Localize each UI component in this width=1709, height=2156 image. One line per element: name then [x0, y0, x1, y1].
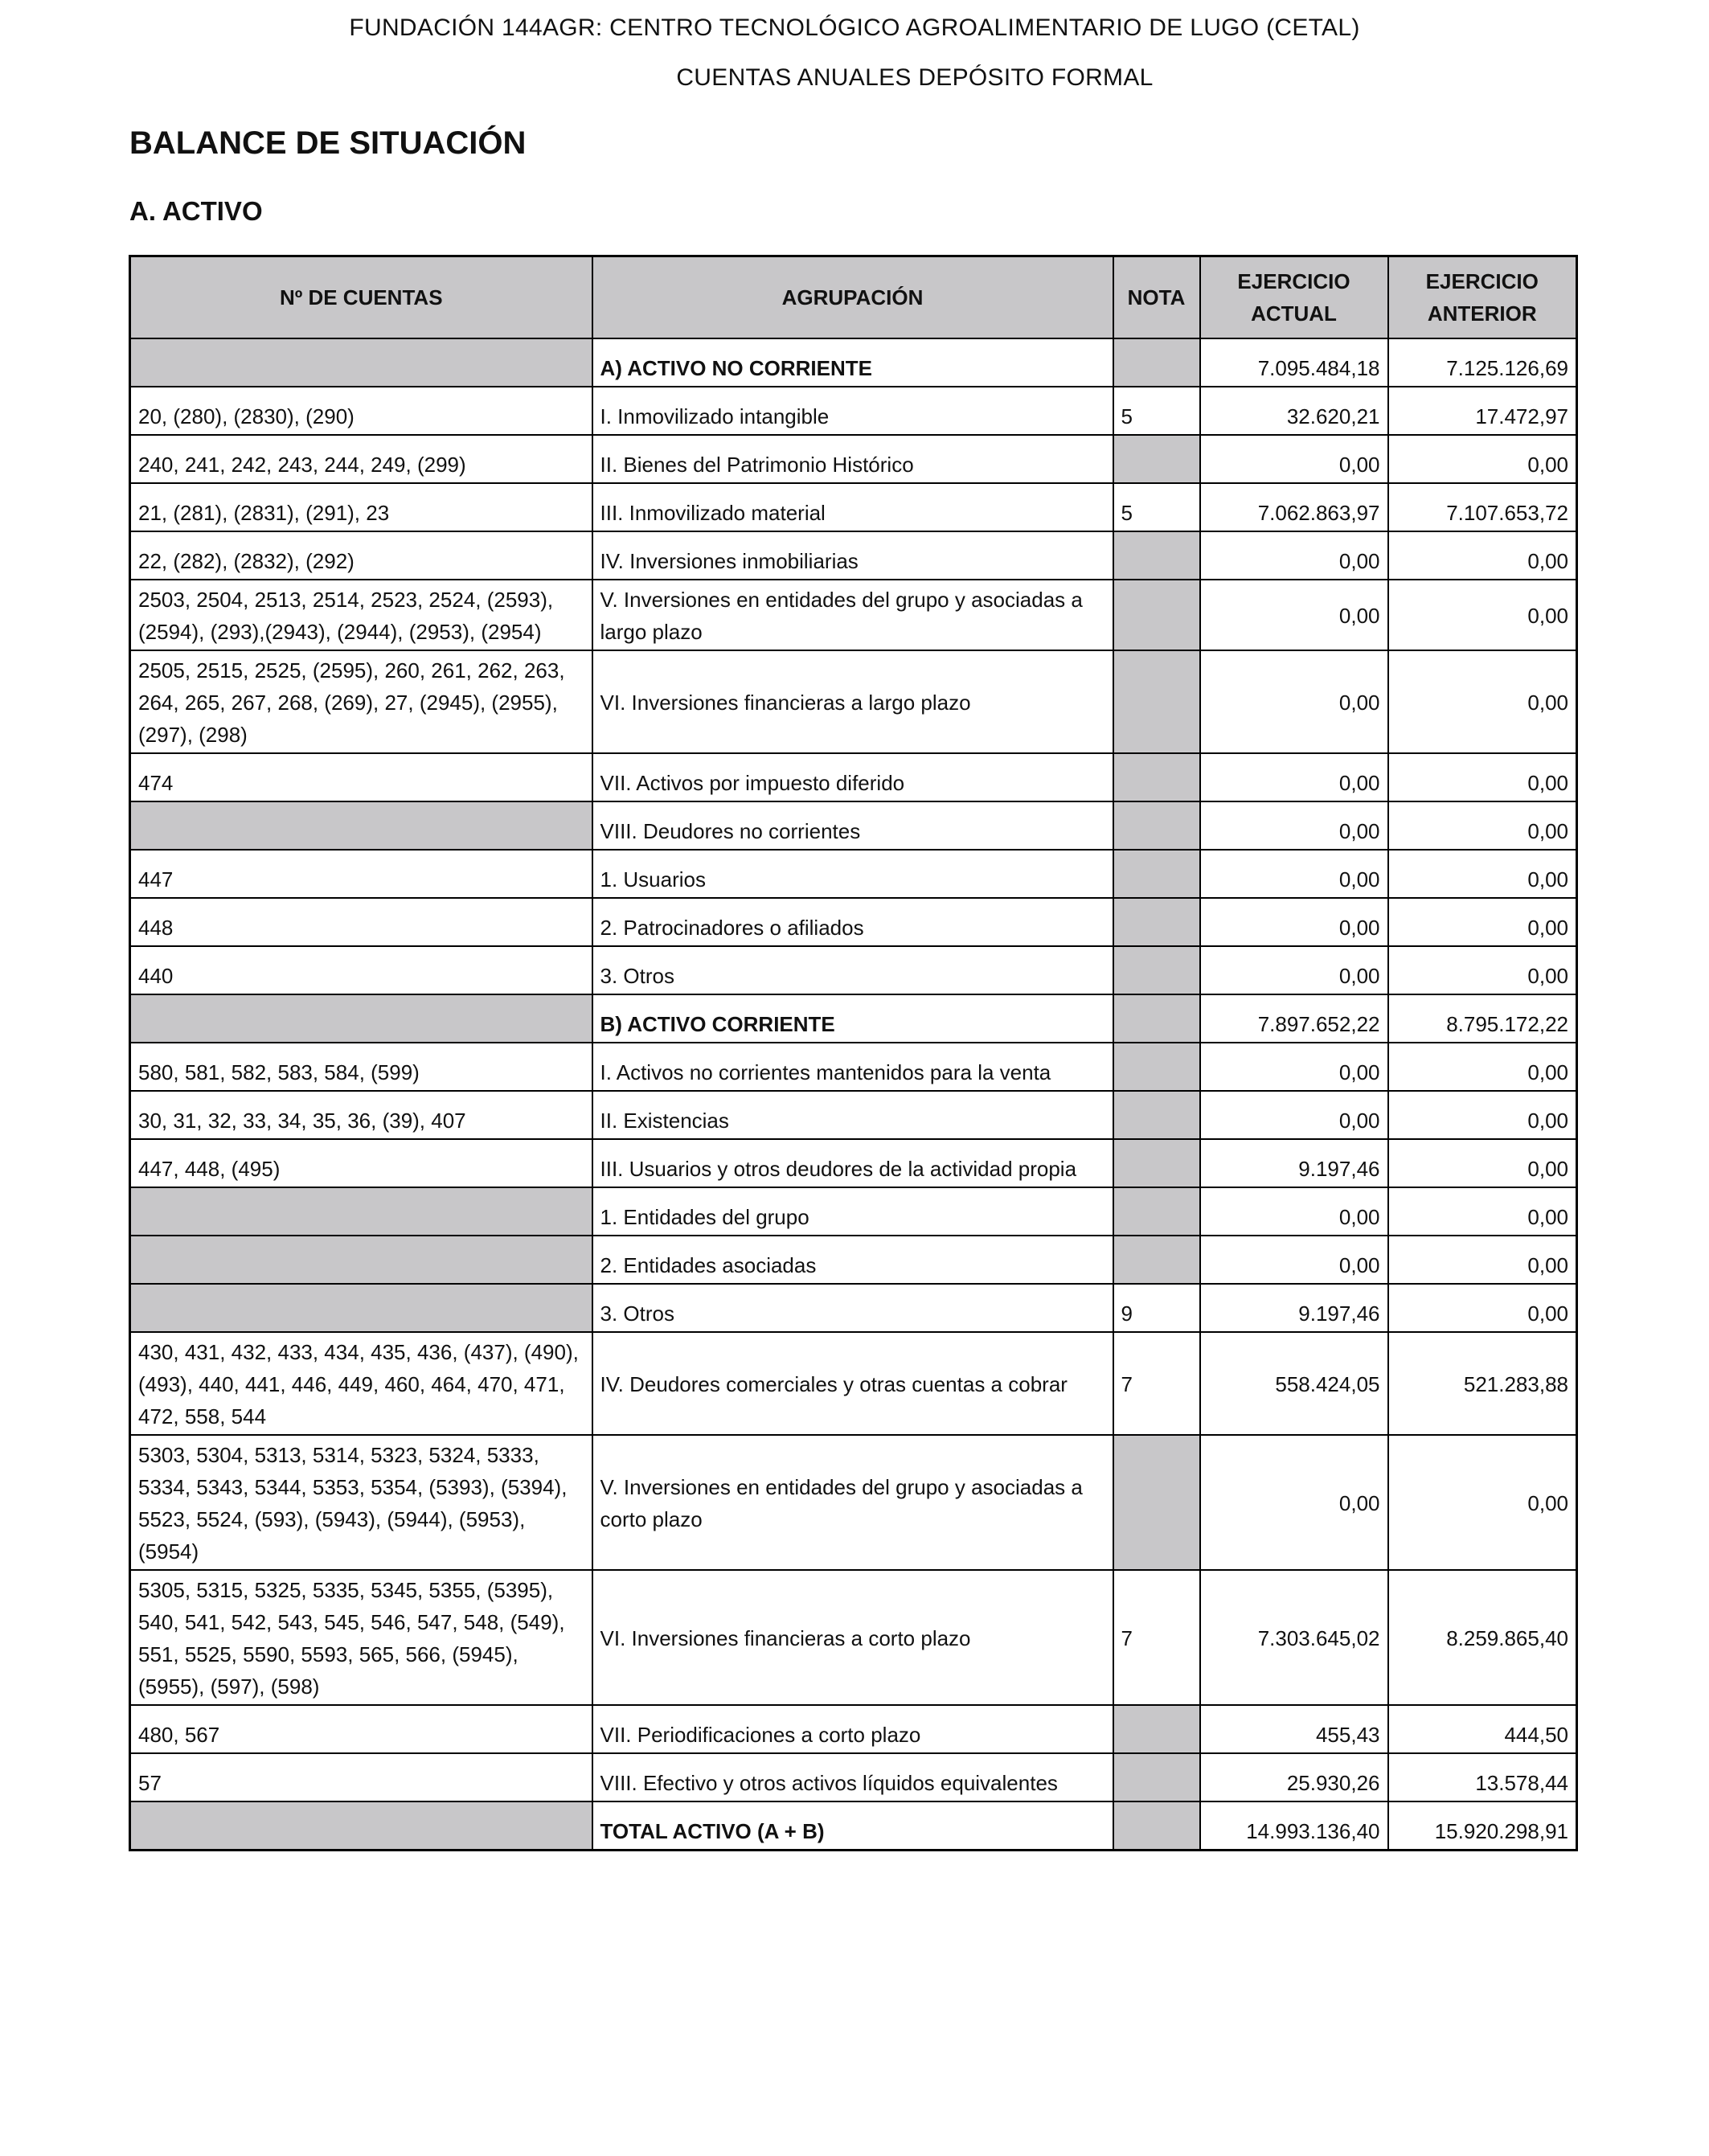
cell-cuentas: 474 — [130, 753, 592, 801]
cell-cuentas: 447 — [130, 850, 592, 898]
cell-cuentas — [130, 1801, 592, 1851]
cell-ejercicio-anterior: 7.125.126,69 — [1388, 338, 1577, 387]
cell-cuentas: 440 — [130, 946, 592, 994]
table-row — [130, 1236, 1577, 1284]
cell-ejercicio-actual: 0,00 — [1200, 1091, 1388, 1139]
cell-ejercicio-anterior: 444,50 — [1388, 1705, 1577, 1753]
cell-ejercicio-actual: 0,00 — [1200, 1187, 1388, 1236]
table-row — [130, 1705, 1577, 1753]
cell-cuentas: 447, 448, (495) — [130, 1139, 592, 1187]
table-row — [130, 946, 1577, 994]
cell-ejercicio-actual: 0,00 — [1200, 435, 1388, 483]
table-row — [130, 1284, 1577, 1332]
cell-ejercicio-actual: 9.197,46 — [1200, 1139, 1388, 1187]
header-nota: NOTA — [1113, 256, 1200, 339]
cell-cuentas: 5303, 5304, 5313, 5314, 5323, 5324, 5333, 5334, 5343, 5344, 5353, 5354, (5393), (5394), 5523, 5524, (593), (5943), (5944), (5953), (5954) — [130, 1435, 592, 1570]
cell-agrupacion: B) ACTIVO CORRIENTE — [592, 994, 1113, 1043]
cell-cuentas: 21, (281), (2831), (291), 23 — [130, 483, 592, 531]
cell-nota — [1113, 1139, 1200, 1187]
cell-agrupacion: 1. Usuarios — [592, 850, 1113, 898]
cell-ejercicio-actual: 558.424,05 — [1200, 1332, 1388, 1435]
header-actual-line2: ACTUAL — [1251, 301, 1337, 326]
cell-cuentas: 2505, 2515, 2525, (2595), 260, 261, 262, 263, 264, 265, 267, 268, (269), 27, (2945), (2955), (297), (298) — [130, 650, 592, 753]
table-row — [130, 1187, 1577, 1236]
table-row — [130, 801, 1577, 850]
header-ejercicio-actual — [1200, 256, 1388, 339]
cell-cuentas: 580, 581, 582, 583, 584, (599) — [130, 1043, 592, 1091]
header-actual-line1: EJERCICIO — [1237, 269, 1350, 293]
cell-agrupacion: II. Existencias — [592, 1091, 1113, 1139]
table-body — [130, 338, 1577, 1851]
cell-ejercicio-actual: 0,00 — [1200, 580, 1388, 650]
cell-nota — [1113, 994, 1200, 1043]
cell-ejercicio-anterior: 0,00 — [1388, 1284, 1577, 1332]
cell-cuentas — [130, 1236, 592, 1284]
cell-agrupacion: TOTAL ACTIVO (A + B) — [592, 1801, 1113, 1851]
cell-ejercicio-actual: 14.993.136,40 — [1200, 1801, 1388, 1851]
cell-nota: 5 — [1113, 483, 1200, 531]
cell-ejercicio-actual: 0,00 — [1200, 946, 1388, 994]
cell-nota — [1113, 801, 1200, 850]
cell-cuentas: 57 — [130, 1753, 592, 1801]
cell-agrupacion: VII. Periodificaciones a corto plazo — [592, 1705, 1113, 1753]
table-row — [130, 483, 1577, 531]
cell-ejercicio-anterior: 0,00 — [1388, 1091, 1577, 1139]
table-row — [130, 338, 1577, 387]
table-row — [130, 1753, 1577, 1801]
header-anterior-line1: EJERCICIO — [1425, 269, 1539, 293]
table-row — [130, 1435, 1577, 1570]
cell-ejercicio-anterior: 0,00 — [1388, 435, 1577, 483]
cell-cuentas: 2503, 2504, 2513, 2514, 2523, 2524, (2593), (2594), (293),(2943), (2944), (2953), (2954) — [130, 580, 592, 650]
cell-ejercicio-actual: 0,00 — [1200, 753, 1388, 801]
cell-nota — [1113, 1236, 1200, 1284]
cell-cuentas — [130, 338, 592, 387]
cell-ejercicio-anterior: 0,00 — [1388, 1043, 1577, 1091]
table-row — [130, 1570, 1577, 1705]
cell-cuentas: 22, (282), (2832), (292) — [130, 531, 592, 580]
cell-ejercicio-anterior: 0,00 — [1388, 850, 1577, 898]
cell-ejercicio-anterior: 0,00 — [1388, 801, 1577, 850]
cell-ejercicio-anterior: 0,00 — [1388, 531, 1577, 580]
cell-ejercicio-actual: 25.930,26 — [1200, 1753, 1388, 1801]
cell-ejercicio-actual: 0,00 — [1200, 1043, 1388, 1091]
cell-cuentas: 30, 31, 32, 33, 34, 35, 36, (39), 407 — [130, 1091, 592, 1139]
document-header-entity: FUNDACIÓN 144AGR: CENTRO TECNOLÓGICO AGROALIMENTARIO DE LUGO (CETAL) — [349, 14, 1360, 41]
cell-ejercicio-actual: 7.897.652,22 — [1200, 994, 1388, 1043]
cell-agrupacion: VIII. Deudores no corrientes — [592, 801, 1113, 850]
cell-nota — [1113, 1705, 1200, 1753]
table-row — [130, 1139, 1577, 1187]
cell-nota: 7 — [1113, 1570, 1200, 1705]
table-header-row — [130, 256, 1577, 339]
cell-agrupacion: 2. Entidades asociadas — [592, 1236, 1113, 1284]
cell-ejercicio-actual: 7.095.484,18 — [1200, 338, 1388, 387]
cell-ejercicio-anterior: 8.795.172,22 — [1388, 994, 1577, 1043]
cell-ejercicio-anterior: 521.283,88 — [1388, 1332, 1577, 1435]
cell-nota — [1113, 1435, 1200, 1570]
cell-agrupacion: 3. Otros — [592, 1284, 1113, 1332]
cell-ejercicio-anterior: 0,00 — [1388, 1187, 1577, 1236]
cell-agrupacion: II. Bienes del Patrimonio Histórico — [592, 435, 1113, 483]
cell-agrupacion: I. Inmovilizado intangible — [592, 387, 1113, 435]
cell-nota — [1113, 1043, 1200, 1091]
cell-agrupacion: VI. Inversiones financieras a largo plazo — [592, 650, 1113, 753]
header-ejercicio-anterior — [1388, 256, 1577, 339]
header-agrupacion: AGRUPACIÓN — [592, 256, 1113, 339]
table-row — [130, 1091, 1577, 1139]
cell-nota: 5 — [1113, 387, 1200, 435]
cell-ejercicio-actual: 0,00 — [1200, 850, 1388, 898]
cell-ejercicio-anterior: 7.107.653,72 — [1388, 483, 1577, 531]
cell-nota — [1113, 753, 1200, 801]
cell-ejercicio-actual: 0,00 — [1200, 1435, 1388, 1570]
cell-cuentas — [130, 1187, 592, 1236]
cell-cuentas — [130, 801, 592, 850]
cell-agrupacion: 1. Entidades del grupo — [592, 1187, 1113, 1236]
table-row — [130, 531, 1577, 580]
header-anterior-line2: ANTERIOR — [1427, 301, 1537, 326]
cell-cuentas: 240, 241, 242, 243, 244, 249, (299) — [130, 435, 592, 483]
cell-agrupacion: 2. Patrocinadores o afiliados — [592, 898, 1113, 946]
cell-ejercicio-anterior: 17.472,97 — [1388, 387, 1577, 435]
table-row — [130, 1043, 1577, 1091]
cell-ejercicio-anterior: 0,00 — [1388, 898, 1577, 946]
cell-nota — [1113, 338, 1200, 387]
cell-ejercicio-actual: 7.303.645,02 — [1200, 1570, 1388, 1705]
cell-cuentas: 5305, 5315, 5325, 5335, 5345, 5355, (5395), 540, 541, 542, 543, 545, 546, 547, 548, (549), 551, 5525, 5590, 5593, 565, 566, (5945), (5955), (597), (598) — [130, 1570, 592, 1705]
cell-agrupacion: VI. Inversiones financieras a corto plazo — [592, 1570, 1113, 1705]
cell-ejercicio-anterior: 0,00 — [1388, 1236, 1577, 1284]
cell-ejercicio-anterior: 0,00 — [1388, 753, 1577, 801]
cell-nota — [1113, 946, 1200, 994]
cell-nota: 9 — [1113, 1284, 1200, 1332]
cell-ejercicio-actual: 0,00 — [1200, 898, 1388, 946]
cell-ejercicio-anterior: 0,00 — [1388, 946, 1577, 994]
cell-ejercicio-anterior: 0,00 — [1388, 650, 1577, 753]
cell-ejercicio-actual: 0,00 — [1200, 650, 1388, 753]
cell-ejercicio-anterior: 8.259.865,40 — [1388, 1570, 1577, 1705]
cell-nota — [1113, 650, 1200, 753]
cell-nota — [1113, 1091, 1200, 1139]
cell-agrupacion: IV. Deudores comerciales y otras cuentas a cobrar — [592, 1332, 1113, 1435]
cell-nota — [1113, 1187, 1200, 1236]
cell-nota — [1113, 850, 1200, 898]
cell-ejercicio-actual: 455,43 — [1200, 1705, 1388, 1753]
cell-ejercicio-actual: 0,00 — [1200, 531, 1388, 580]
cell-nota — [1113, 531, 1200, 580]
cell-ejercicio-actual: 32.620,21 — [1200, 387, 1388, 435]
cell-nota — [1113, 1753, 1200, 1801]
header-cuentas: Nº DE CUENTAS — [130, 256, 592, 339]
cell-agrupacion: IV. Inversiones inmobiliarias — [592, 531, 1113, 580]
page-title: BALANCE DE SITUACIÓN — [129, 125, 527, 161]
section-title: A. ACTIVO — [129, 196, 263, 226]
cell-agrupacion: III. Usuarios y otros deudores de la actividad propia — [592, 1139, 1113, 1187]
cell-ejercicio-anterior: 13.578,44 — [1388, 1753, 1577, 1801]
table-row — [130, 850, 1577, 898]
cell-ejercicio-anterior: 0,00 — [1388, 1435, 1577, 1570]
document-header-subtitle: CUENTAS ANUALES DEPÓSITO FORMAL — [676, 64, 1154, 91]
cell-agrupacion: V. Inversiones en entidades del grupo y asociadas a corto plazo — [592, 1435, 1113, 1570]
cell-cuentas: 430, 431, 432, 433, 434, 435, 436, (437), (490), (493), 440, 441, 446, 449, 460, 464, 470, 471, 472, 558, 544 — [130, 1332, 592, 1435]
cell-ejercicio-actual: 0,00 — [1200, 801, 1388, 850]
cell-ejercicio-actual: 7.062.863,97 — [1200, 483, 1388, 531]
cell-ejercicio-actual: 0,00 — [1200, 1236, 1388, 1284]
table-row — [130, 580, 1577, 650]
cell-nota — [1113, 580, 1200, 650]
cell-ejercicio-anterior: 0,00 — [1388, 1139, 1577, 1187]
table-row — [130, 435, 1577, 483]
cell-cuentas: 448 — [130, 898, 592, 946]
balance-table — [129, 255, 1578, 1851]
table-row — [130, 1801, 1577, 1851]
cell-ejercicio-anterior: 15.920.298,91 — [1388, 1801, 1577, 1851]
table-row — [130, 650, 1577, 753]
cell-agrupacion: V. Inversiones en entidades del grupo y asociadas a largo plazo — [592, 580, 1113, 650]
cell-agrupacion: I. Activos no corrientes mantenidos para la venta — [592, 1043, 1113, 1091]
table-row — [130, 898, 1577, 946]
table-row — [130, 753, 1577, 801]
cell-cuentas: 480, 567 — [130, 1705, 592, 1753]
table-row — [130, 994, 1577, 1043]
cell-agrupacion: VIII. Efectivo y otros activos líquidos equivalentes — [592, 1753, 1113, 1801]
cell-nota — [1113, 1801, 1200, 1851]
cell-cuentas — [130, 1284, 592, 1332]
cell-cuentas: 20, (280), (2830), (290) — [130, 387, 592, 435]
cell-ejercicio-anterior: 0,00 — [1388, 580, 1577, 650]
cell-agrupacion: 3. Otros — [592, 946, 1113, 994]
cell-nota — [1113, 898, 1200, 946]
cell-nota: 7 — [1113, 1332, 1200, 1435]
cell-nota — [1113, 435, 1200, 483]
cell-agrupacion: A) ACTIVO NO CORRIENTE — [592, 338, 1113, 387]
cell-cuentas — [130, 994, 592, 1043]
cell-ejercicio-actual: 9.197,46 — [1200, 1284, 1388, 1332]
cell-agrupacion: III. Inmovilizado material — [592, 483, 1113, 531]
cell-agrupacion: VII. Activos por impuesto diferido — [592, 753, 1113, 801]
table-row — [130, 1332, 1577, 1435]
table-row — [130, 387, 1577, 435]
